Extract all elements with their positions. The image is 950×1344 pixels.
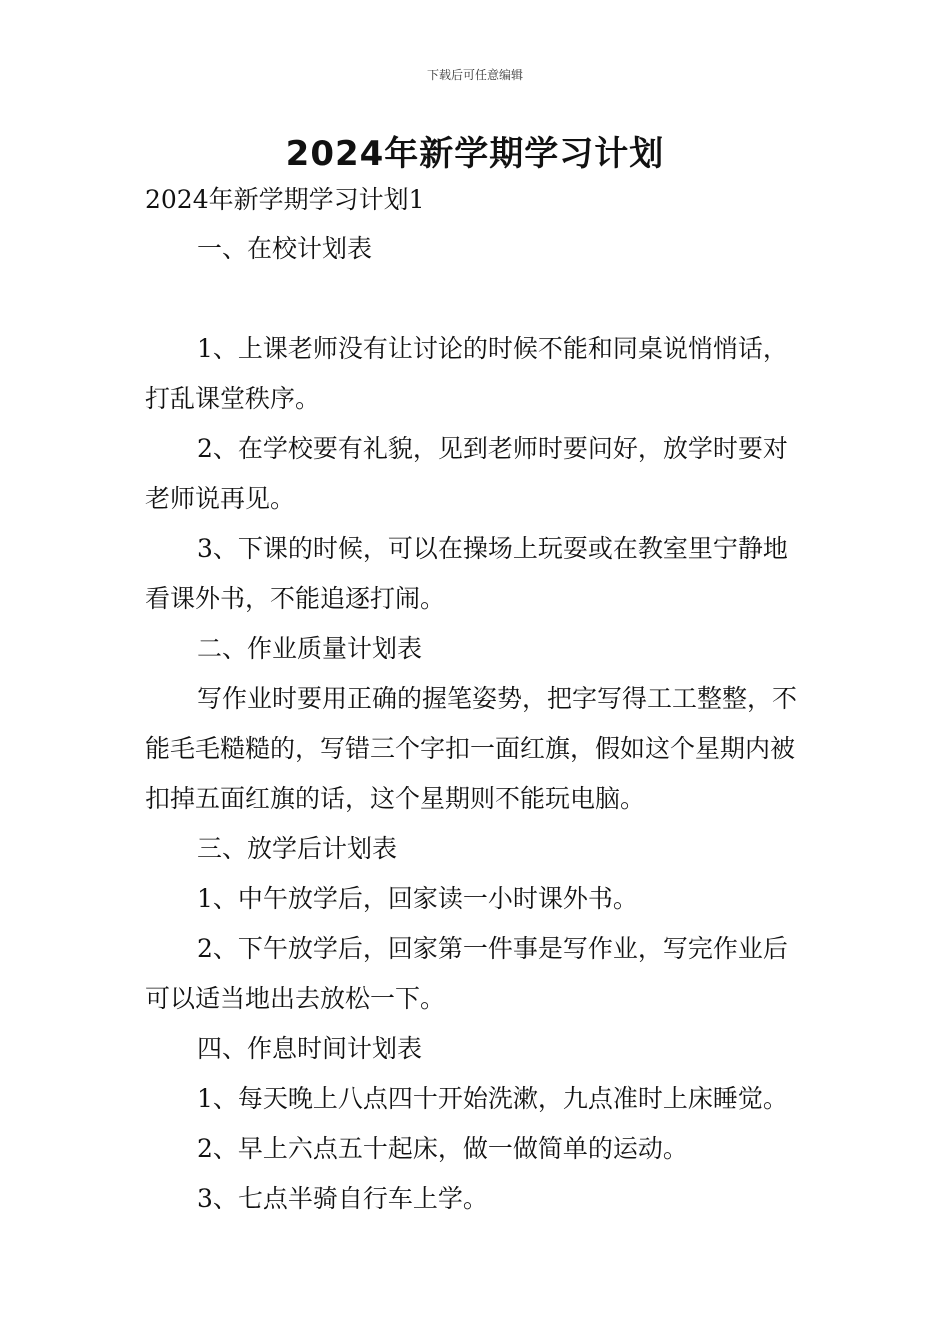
- document-subtitle: 2024年新学期学习计划1: [145, 185, 425, 214]
- document-body: [145, 324, 810, 1224]
- section-heading: 四、作息时间计划表: [197, 1034, 423, 1063]
- section-heading: 三、放学后计划表: [197, 834, 398, 863]
- paragraph: 3、下课的时候，可以在操场上玩耍或在教室里宁静地看课外书，不能追逐打闹。: [145, 534, 788, 613]
- paragraph: 3、七点半骑自行车上学。: [197, 1184, 488, 1213]
- paragraph: 1、每天晚上八点四十开始洗漱，九点准时上床睡觉。: [197, 1084, 788, 1113]
- paragraph: 1、中午放学后，回家读一小时课外书。: [197, 884, 638, 913]
- paragraph: 2、下午放学后，回家第一件事是写作业，写完作业后可以适当地出去放松一下。: [145, 934, 788, 1013]
- header-note: 下载后可任意编辑: [426, 68, 523, 82]
- paragraph: 2、早上六点五十起床，做一做简单的运动。: [197, 1134, 688, 1163]
- section-heading: 一、在校计划表: [197, 234, 373, 263]
- paragraph: 写作业时要用正确的握笔姿势，把字写得工工整整，不能毛毛糙糙的，写错三个字扣一面红旗，假如这个星期内被扣掉五面红旗的话，这个星期则不能玩电脑。: [145, 684, 798, 813]
- document-title: 2024年新学期学习计划: [285, 134, 665, 174]
- paragraph: 2、在学校要有礼貌，见到老师时要问好，放学时要对老师说再见。: [145, 434, 788, 513]
- section-heading: 二、作业质量计划表: [197, 634, 423, 663]
- section-heading-school: [145, 224, 810, 274]
- paragraph: 1、上课老师没有让讨论的时候不能和同桌说悄悄话，打乱课堂秩序。: [145, 334, 788, 413]
